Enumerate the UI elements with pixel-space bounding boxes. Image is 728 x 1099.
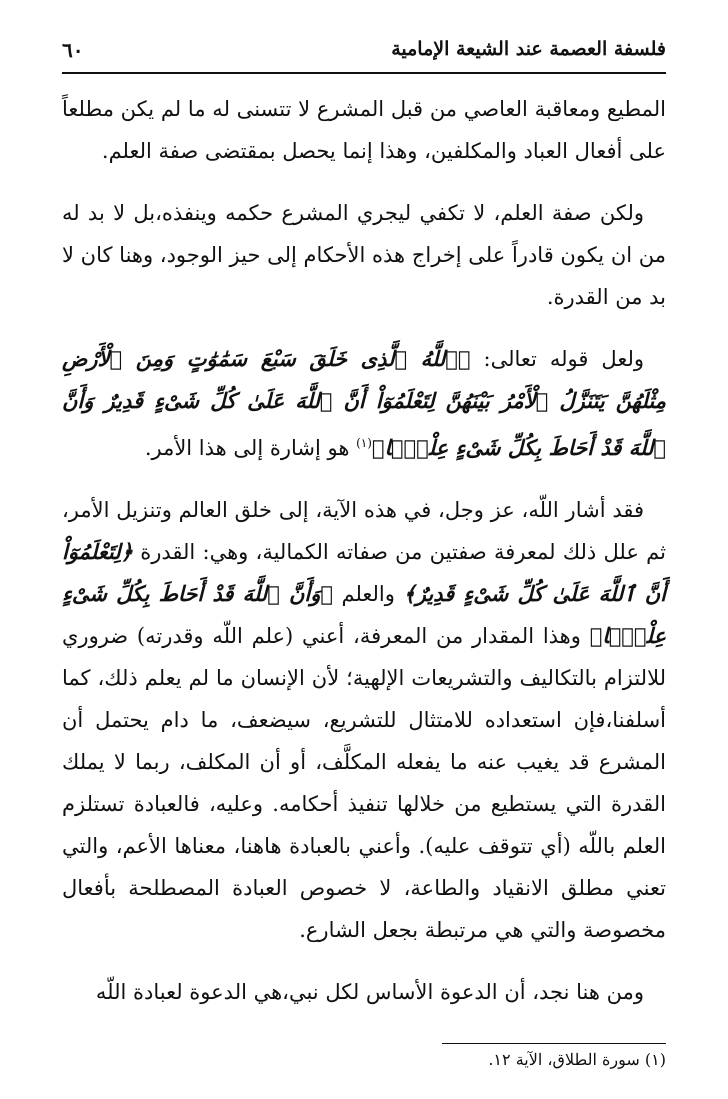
paragraph-4-part1: فقد أشار اللّه، عز وجل، في هذه الآية، إلى خلق العالم وتنزيل الأمر، ثم علل ذلك لمعرفة صفتين من صفاته الكمالية، وهي: القدرة <box>62 498 666 564</box>
header-rule <box>62 72 666 74</box>
paragraph-3-intro: ولعل قوله تعالى: <box>483 347 644 371</box>
page-header <box>62 38 666 70</box>
running-title: فلسفة العصمة عند الشيعة الإمامية <box>391 38 666 60</box>
paragraph-2: ولكن صفة العلم، لا تكفي ليجري المشرع حكمه وينفذه،بل لا بد له من ان يكون قادراً على إخراج هذه الأحكام إلى حيز الوجود، وهنا كان لا بد من القدرة. <box>62 201 666 309</box>
footnote-rule <box>442 1043 666 1044</box>
paragraph-3-rest: هو إشارة إلى هذا الأمر. <box>144 436 350 460</box>
footnote: (١) سورة الطلاق، الآية ١٢. <box>488 1050 666 1069</box>
paragraph-5: ومن هنا نجد، أن الدعوة الأساس لكل نبي،هي الدعوة لعبادة اللّه <box>95 980 644 1004</box>
quran-verse: ﴿ٱللَّهُ ٱلَّذِى خَلَقَ سَبْعَ سَمَٰوَٰتٍ وَمِنَ ٱلْأَرْضِ مِثْلَهُنَّ يَتَنَزَّلُ ٱلْأَمْرُ بَيْنَهُنَّ لِتَعْلَمُوٓاْ أَنَّ ٱللَّهَ عَلَىٰ كُلِّ شَىْءٍ قَدِيرٌ وَأَنَّ ٱللَّهَ قَدْ أَحَاطَ بِكُلِّ شَىْءٍ عِلْمًۢا﴾ <box>62 346 666 460</box>
paragraph-4-part3: وهذا المقدار من المعرفة، أعني (علم اللّه وقدرته) ضروري للالتزام بالتكاليف والتشريعات الإلهية؛ لأن الإنسان ما لم يعلم ذلك، كما أسلفنا،فإن استعداده للامتثال للتشريع، سيضعف، ما دام يحتمل أن المشرع قد يغيب عنه ما يفعله المكلَّف، أو أن المكلف، ربما لا يملك القدرة التي يستطيع من خلالها تنفيذ أحكامه. وعليه، فالعبادة تستلزم العلم باللّه (أي تتوقف عليه). وأعني بالعبادة هاهنا، معناها الأعم، والتي تعني مطلق الانقياد والطاعة، لا خصوص العبادة المصطلحة بأفعال مخصوصة والتي هي مرتبطة بجعل الشارع. <box>62 624 666 942</box>
paragraph-3 <box>62 338 666 469</box>
quran-quote-power: ﴿لِتَعْلَمُوٓاْ أَنَّ ٱللَّهَ عَلَىٰ كُلِّ شَىْءٍ قَدِيرٌ﴾ <box>62 539 666 606</box>
body-text <box>62 88 666 1033</box>
paragraph-1: المطيع ومعاقبة العاصي من قبل المشرع لا تتسنى له ما لم يكن مطلعاً على أفعال العباد والمكلفين، وهذا إنما يحصل بمقتضى صفة العلم. <box>62 97 666 163</box>
page-number: ٦٠ <box>62 38 84 62</box>
quran-quote-knowledge: ﴿وَأَنَّ ٱللَّهَ قَدْ أَحَاطَ بِكُلِّ شَىْءٍ عِلْمًۢا﴾ <box>62 581 666 648</box>
paragraph-4 <box>62 489 666 951</box>
footnote-mark: (١) <box>356 436 372 450</box>
paragraph-4-part2: والعلم <box>341 582 395 606</box>
